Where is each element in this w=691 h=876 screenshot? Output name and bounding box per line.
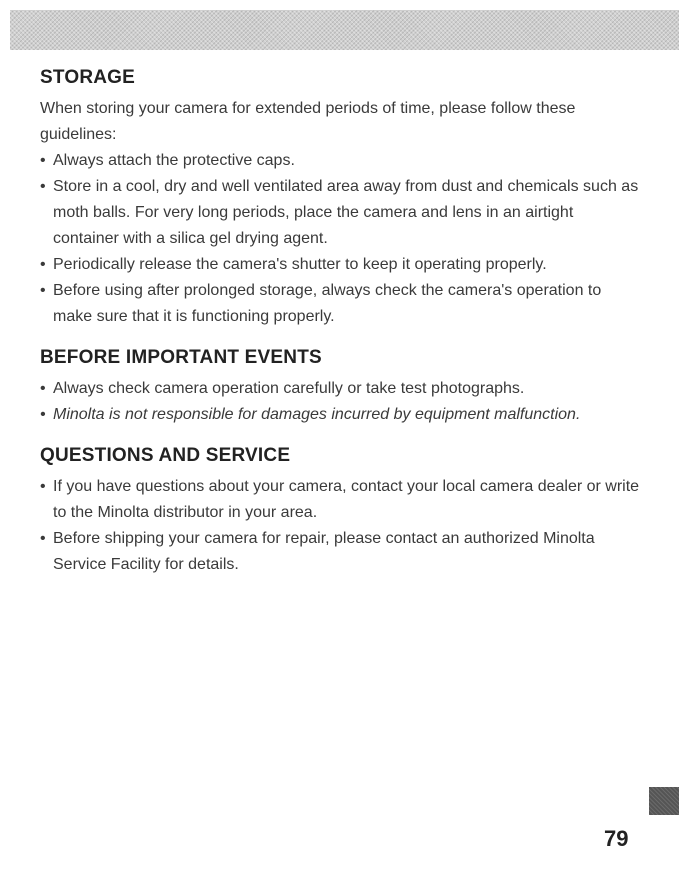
- questions-item-text: Before shipping your camera for repair, please contact an authorized Minolta Service Facility for details.: [53, 530, 595, 573]
- questions-heading: QUESTIONS AND SERVICE: [40, 445, 291, 466]
- before-events-heading: BEFORE IMPORTANT EVENTS: [40, 347, 322, 368]
- storage-item-text: Always attach the protective caps.: [53, 152, 295, 169]
- bullet-icon: •: [40, 478, 46, 495]
- bullet-icon: •: [40, 152, 46, 169]
- page-edge-tab: [649, 787, 679, 815]
- list-item: [40, 252, 640, 278]
- before-events-section: [40, 346, 640, 428]
- list-item: [40, 148, 640, 174]
- header-band: [10, 10, 679, 50]
- storage-item-text: Store in a cool, dry and well ventilated area away from dust and chemicals such as moth balls. For very long periods, place the camera and lens in an airtight container with a silica gel drying agent.: [53, 178, 639, 247]
- list-item: [40, 526, 640, 578]
- before-events-item-text: Minolta is not responsible for damages incurred by equipment malfunction.: [53, 406, 581, 423]
- page-content: [40, 66, 640, 594]
- storage-list: [40, 148, 640, 330]
- list-item: [40, 376, 640, 402]
- bullet-icon: •: [40, 178, 46, 195]
- before-events-list: [40, 376, 640, 428]
- storage-heading: STORAGE: [40, 67, 136, 88]
- questions-item-text: If you have questions about your camera, contact your local camera dealer or write to the Minolta distributor in your area.: [53, 478, 640, 521]
- questions-section: [40, 444, 640, 578]
- bullet-icon: •: [40, 256, 46, 273]
- storage-intro: When storing your camera for extended periods of time, please follow these guidelines:: [40, 100, 576, 143]
- page-number: 79: [604, 826, 629, 851]
- storage-item-text: Before using after prolonged storage, always check the camera's operation to make sure that it is functioning properly.: [53, 282, 602, 325]
- list-item: [40, 402, 640, 428]
- before-events-item-text: Always check camera operation carefully or take test photographs.: [53, 380, 525, 397]
- list-item: [40, 278, 640, 330]
- bullet-icon: •: [40, 406, 46, 423]
- list-item: [40, 174, 640, 252]
- questions-list: [40, 474, 640, 578]
- bullet-icon: •: [40, 380, 46, 397]
- bullet-icon: •: [40, 282, 46, 299]
- storage-section: [40, 66, 640, 330]
- list-item: [40, 474, 640, 526]
- bullet-icon: •: [40, 530, 46, 547]
- storage-item-text: Periodically release the camera's shutter to keep it operating properly.: [53, 256, 547, 273]
